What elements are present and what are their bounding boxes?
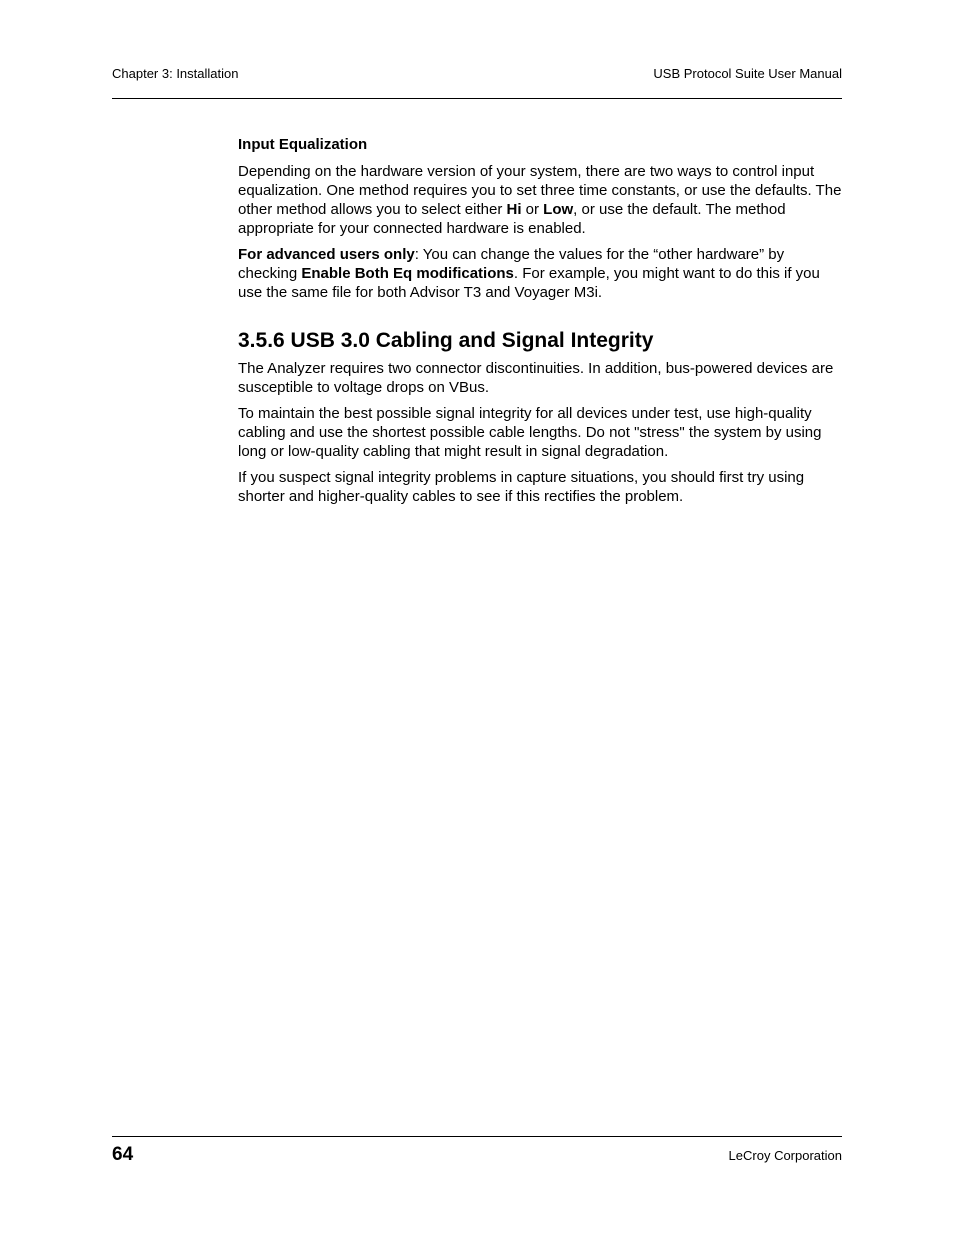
section-title: 3.5.6 USB 3.0 Cabling and Signal Integrity [238, 329, 654, 352]
enable-both-eq-text: Enable Both Eq modifications [301, 265, 514, 282]
section-paragraph-3: If you suspect signal integrity problems in capture situations, you should first try using shorter and higher-quality cables to see if this rectifies the problem. [238, 469, 805, 505]
input-equalization-heading: Input Equalization [238, 136, 368, 153]
low-option-text: Low [543, 201, 574, 218]
advanced-users-label: For advanced users only [238, 246, 415, 263]
footer-company: LeCroy Corporation [728, 1148, 842, 1163]
running-header-manual-title: USB Protocol Suite User Manual [653, 66, 842, 81]
footer-rule [112, 1136, 842, 1137]
header-rule [112, 98, 842, 99]
page-content [238, 135, 842, 513]
section-paragraph-2: To maintain the best possible signal integrity for all devices under test, use high-quality cabling and use the shortest possible cable lengths. Do not "stress" the system by using long or low-quality cabling that might result in signal degradation. [238, 405, 822, 460]
section-paragraph-1: The Analyzer requires two connector discontinuities. In addition, bus-powered devices are susceptible to voltage drops on VBus. [238, 360, 834, 396]
page-number: 64 [112, 1144, 134, 1165]
input-equalization-paragraph: Depending on the hardware version of your system, there are two ways to control input equalization. One method requires you to set three time constants, or use the defaults. The other method allows you to select either Hi or Low, or use the default. The method appropriate for your connected hardware is enabled. [238, 163, 842, 237]
hi-option-text: Hi [506, 201, 522, 218]
advanced-users-paragraph: For advanced users only: You can change the values for the “other hardware” by checking Enable Both Eq modifications. For example, you might want to do this if you use the same file for both Advisor T3 and Voyager M3i. [238, 246, 820, 301]
running-header-chapter: Chapter 3: Installation [112, 66, 239, 81]
